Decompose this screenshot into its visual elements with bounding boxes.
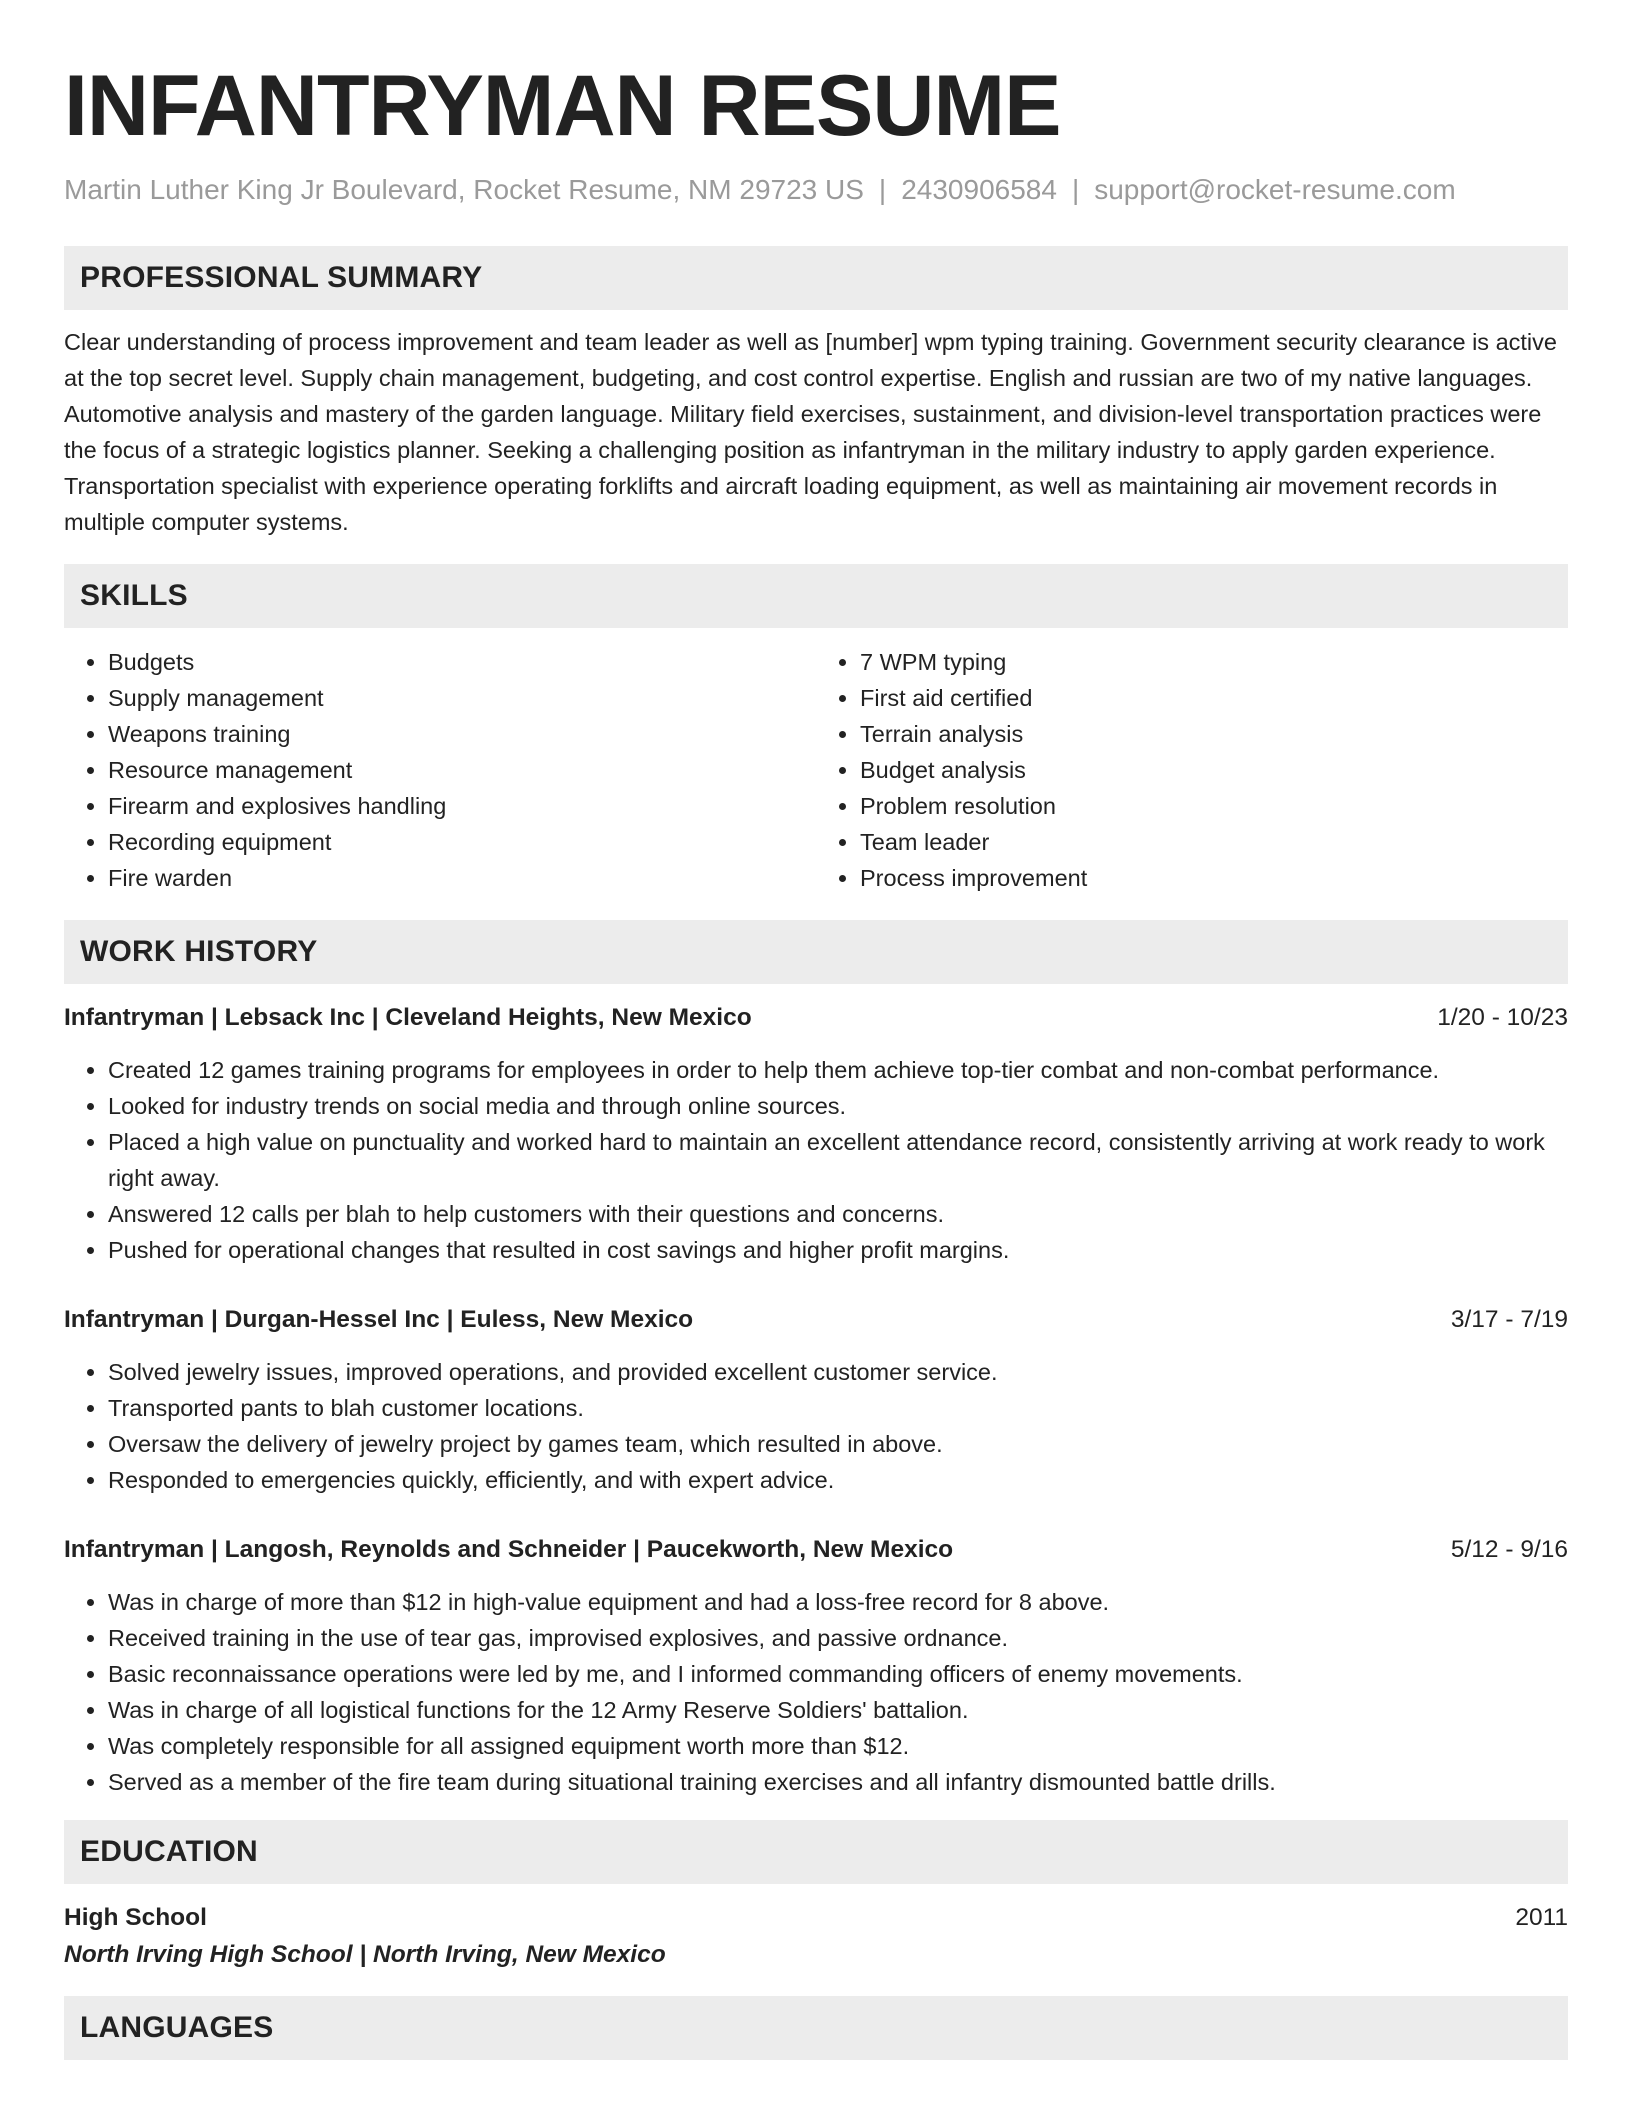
contact-email: support@rocket-resume.com	[1094, 174, 1456, 205]
contact-address: Martin Luther King Jr Boulevard, Rocket Resume, NM 29723 US	[64, 174, 864, 205]
section-heading-summary: PROFESSIONAL SUMMARY	[64, 246, 1568, 310]
skills-column-left	[64, 644, 816, 896]
skill-item: • Problem resolution	[860, 788, 1568, 824]
skill-item: • Recording equipment	[108, 824, 816, 860]
section-heading-education: EDUCATION	[64, 1820, 1568, 1884]
job-bullet: • Basic reconnaissance operations were led by me, and I informed commanding officers of enemy movements.	[108, 1656, 1568, 1692]
section-heading-languages: LANGUAGES	[64, 1996, 1568, 2060]
job-bullet: • Responded to emergencies quickly, efficiently, and with expert advice.	[108, 1462, 1568, 1498]
job-entry	[64, 1302, 1568, 1498]
job-bullet: • Was in charge of all logistical functions for the 12 Army Reserve Soldiers' battalion.	[108, 1692, 1568, 1728]
skill-item: • Team leader	[860, 824, 1568, 860]
skill-item: • First aid certified	[860, 680, 1568, 716]
job-bullet: • Received training in the use of tear gas, improvised explosives, and passive ordnance.	[108, 1620, 1568, 1656]
job-bullet: • Transported pants to blah customer locations.	[108, 1390, 1568, 1426]
section-heading-work-history: WORK HISTORY	[64, 920, 1568, 984]
job-title: Infantryman | Langosh, Reynolds and Schneider | Paucekworth, New Mexico	[64, 1536, 954, 1563]
job-bullet: • Placed a high value on punctuality and worked hard to maintain an excellent attendance record, consistently arriving at work ready to work right away.	[108, 1124, 1568, 1196]
job-title: Infantryman | Lebsack Inc | Cleveland Heights, New Mexico	[64, 1004, 752, 1031]
job-bullet: • Served as a member of the fire team during situational training exercises and all infantry dismounted battle drills.	[108, 1764, 1568, 1800]
skill-item: • Weapons training	[108, 716, 816, 752]
skill-item: • Fire warden	[108, 860, 816, 896]
education-degree: High School	[64, 1904, 207, 1931]
contact-phone: 2430906584	[901, 174, 1057, 205]
job-dates: 5/12 - 9/16	[1450, 1536, 1568, 1563]
section-heading-skills: SKILLS	[64, 564, 1568, 628]
job-bullet: • Was in charge of more than $12 in high-value equipment and had a loss-free record for 8 above.	[108, 1584, 1568, 1620]
contact-separator: |	[878, 174, 887, 205]
skills-list	[64, 644, 1568, 896]
skills-column-right	[816, 644, 1568, 896]
job-bullets	[64, 1052, 1568, 1268]
job-header	[64, 1000, 1568, 1036]
job-bullet: • Looked for industry trends on social media and through online sources.	[108, 1088, 1568, 1124]
job-bullets	[64, 1354, 1568, 1498]
contact-line	[64, 170, 1568, 210]
job-header	[64, 1302, 1568, 1338]
resume-title: INFANTRYMAN RESUME	[64, 58, 1061, 154]
job-title: Infantryman | Durgan-Hessel Inc | Euless, New Mexico	[64, 1306, 694, 1333]
job-bullet: • Was completely responsible for all assigned equipment worth more than $12.	[108, 1728, 1568, 1764]
skill-item: • Process improvement	[860, 860, 1568, 896]
skill-item: • Supply management	[108, 680, 816, 716]
skill-item: • Terrain analysis	[860, 716, 1568, 752]
education-entry	[64, 1900, 1568, 1974]
skill-item: • Firearm and explosives handling	[108, 788, 816, 824]
skill-item: • Resource management	[108, 752, 816, 788]
skill-item: • 7 WPM typing	[860, 644, 1568, 680]
education-header	[64, 1900, 1568, 1936]
job-bullet: • Oversaw the delivery of jewelry project by games team, which resulted in above.	[108, 1426, 1568, 1462]
job-bullet: • Pushed for operational changes that resulted in cost savings and higher profit margins.	[108, 1232, 1568, 1268]
job-entry	[64, 1532, 1568, 1800]
job-dates: 1/20 - 10/23	[1437, 1004, 1568, 1031]
skill-item: • Budget analysis	[860, 752, 1568, 788]
job-bullet: • Solved jewelry issues, improved operations, and provided excellent customer service.	[108, 1354, 1568, 1390]
job-bullet: • Created 12 games training programs for employees in order to help them achieve top-tier combat and non-combat performance.	[108, 1052, 1568, 1088]
skill-item: • Budgets	[108, 644, 816, 680]
job-bullets	[64, 1584, 1568, 1800]
job-dates: 3/17 - 7/19	[1450, 1306, 1568, 1333]
contact-separator: |	[1071, 174, 1080, 205]
education-year: 2011	[1515, 1904, 1568, 1931]
job-bullet: • Answered 12 calls per blah to help customers with their questions and concerns.	[108, 1196, 1568, 1232]
education-school: North Irving High School | North Irving, New Mexico	[64, 1941, 666, 1968]
job-entry	[64, 1000, 1568, 1268]
summary-text: Clear understanding of process improvement and team leader as well as [number] wpm typing training. Government security clearance is active at the top secret level. Supply chain management, budgeting, and cost control expertise. English and russian are two of my native languages. Automotive analysis and mastery of the garden language. Military field exercises, sustainment, and division-level transportation practices were the focus of a strategic logistics planner. Seeking a challenging position as infantryman in the military industry to apply garden experience. Transportation specialist with experience operating forklifts and aircraft loading equipment, as well as maintaining air movement records in multiple computer systems.	[64, 329, 1557, 535]
job-header	[64, 1532, 1568, 1568]
